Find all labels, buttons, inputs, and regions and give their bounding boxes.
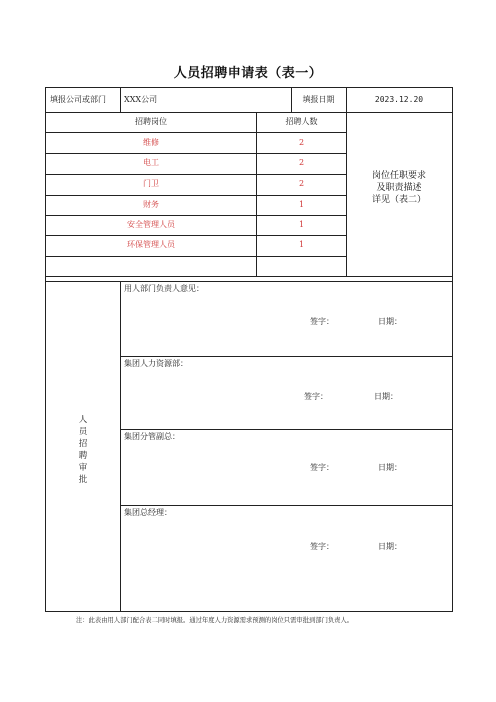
position-cell: 维修 [143, 138, 159, 147]
date-field-label: 日期： [378, 463, 402, 472]
count-cell: 1 [298, 220, 305, 229]
position-cell: 环保管理人员 [127, 240, 175, 249]
count-cell: 1 [298, 200, 305, 209]
position-cell: 门卫 [143, 179, 159, 188]
count-cell: 2 [298, 179, 305, 188]
sign-label: 签字： [310, 463, 334, 472]
page-title: 人员招聘申请表（表一） [173, 66, 323, 81]
dept-value: XXX公司 [124, 95, 158, 104]
sign-label: 签字： [310, 317, 334, 326]
col-header-count: 招聘人数 [285, 117, 318, 126]
requirement-note: 岗位任职要求 及职责描述 详见（表二） [371, 171, 426, 205]
approval-section-title: 集团人力资源部： [124, 359, 188, 368]
date-value: 2023.12.20 [374, 95, 424, 104]
date-field-label: 日期： [378, 542, 402, 551]
dept-label: 填报公司或部门 [50, 95, 106, 104]
position-cell: 财务 [143, 200, 159, 209]
date-field-label: 日期： [374, 392, 398, 401]
count-cell: 1 [298, 240, 305, 249]
approval-section-title: 集团分管副总： [124, 432, 180, 441]
position-cell: 安全管理人员 [127, 220, 175, 229]
approval-section-title: 集团总经理： [124, 508, 172, 517]
count-cell: 2 [298, 138, 305, 147]
date-field-label: 日期： [378, 317, 402, 326]
sign-label: 签字： [310, 542, 334, 551]
sign-label: 签字： [304, 392, 328, 401]
count-cell: 2 [298, 158, 305, 167]
date-label: 填报日期 [302, 95, 335, 104]
position-cell: 电工 [143, 158, 159, 167]
footnote: 注：此表由用人部门配合表二同时填报。通过年度人力资源需求预测的岗位只需审批到部门负责人。 [76, 617, 354, 624]
approval-section-title: 用人部门负责人意见： [124, 284, 204, 293]
approval-label: 人 员 招 聘 审 批 [78, 415, 88, 485]
col-header-position: 招聘岗位 [135, 117, 167, 126]
